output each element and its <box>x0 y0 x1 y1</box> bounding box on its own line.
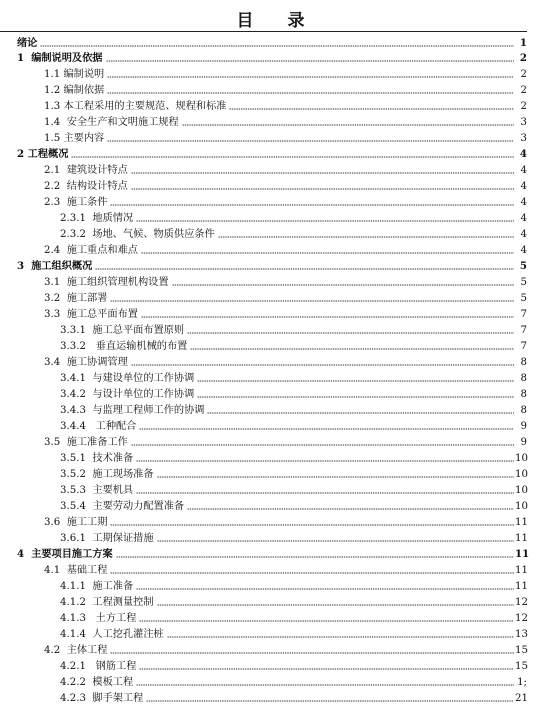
toc-entry-number: 3.6.1 <box>60 533 93 544</box>
page-title: 目 录 <box>236 11 319 31</box>
toc-entry-page: 8 <box>520 373 527 384</box>
dot-leader <box>172 284 514 286</box>
dot-leader <box>187 332 514 334</box>
dot-leader <box>141 316 514 318</box>
toc-entry-title: 编制依据 <box>63 85 105 96</box>
toc-entry-title: 钢筋工程 <box>95 661 137 672</box>
toc-entry-number: 4.2 <box>44 645 67 656</box>
toc-entry-title: 与设计单位的工作协调 <box>92 389 195 400</box>
toc-entry-number: 3.5.4 <box>60 501 93 512</box>
dot-leader <box>187 508 514 510</box>
toc-entry-title: 施工条件 <box>66 197 108 208</box>
toc-entry-number: 3.5.2 <box>60 469 93 480</box>
toc-entry-title: 地质情况 <box>92 213 134 224</box>
dot-leader <box>107 76 514 78</box>
dot-leader <box>110 572 514 574</box>
dot-leader <box>136 588 514 590</box>
toc-entry-number: 2.2 <box>44 181 67 192</box>
toc-entry-number: 3.4.3 <box>60 405 93 416</box>
dot-leader <box>139 620 514 622</box>
toc-entry-page: 7 <box>520 309 527 320</box>
toc-entry-number: 3.3.2 <box>60 341 96 352</box>
dot-leader <box>197 380 514 382</box>
toc-entry-title: 建筑设计特点 <box>66 165 128 176</box>
toc-entry-title: 场地、气候、物质供应条件 <box>92 229 215 240</box>
toc-entry-page: 9 <box>520 421 527 432</box>
dot-leader <box>139 428 514 430</box>
toc-entry-number: 4.1 <box>44 565 67 576</box>
toc-entry-number: 2.3 <box>44 197 67 208</box>
toc-entry-title: 主要项目施工方案 <box>31 548 113 560</box>
toc-entry-page: 2 <box>520 101 527 112</box>
toc-entry-number: 3.3.1 <box>60 325 93 336</box>
toc-entry-page: 3 <box>520 133 527 144</box>
dot-leader <box>167 636 514 638</box>
dot-leader <box>157 540 514 542</box>
dot-leader <box>131 188 514 190</box>
toc-entry-title: 施工总平面布置原则 <box>92 325 185 336</box>
toc-entry-page: 15 <box>515 661 528 672</box>
toc-entry-page: 11 <box>515 581 528 592</box>
toc-entry-title: 施工协调管理 <box>66 357 128 368</box>
toc-entry-number: 2 <box>17 148 28 160</box>
toc-entry-page: 11 <box>515 548 530 560</box>
toc-entry-page: 10 <box>515 485 528 496</box>
toc-entry-page: 5 <box>520 293 527 304</box>
dot-leader <box>182 124 514 126</box>
toc-entry-title: 主要劳动力配置准备 <box>92 501 185 512</box>
dot-leader <box>218 236 514 238</box>
toc-entry-page: 15 <box>515 645 528 656</box>
dot-leader <box>116 556 514 558</box>
toc-entry-title: 编制说明 <box>63 69 105 80</box>
toc-entry-page: 4 <box>520 229 527 240</box>
dot-leader <box>190 348 514 350</box>
toc-entry-page: 9 <box>520 437 527 448</box>
toc-entry-number: 1.2 <box>44 85 64 96</box>
toc-entry-number: 4.2.2 <box>60 677 93 688</box>
dot-leader <box>139 668 514 670</box>
toc-entry-title: 模板工程 <box>92 677 134 688</box>
toc-entry-number: 3 <box>17 260 32 272</box>
toc-entry-page: 4 <box>520 181 527 192</box>
dot-leader <box>157 604 514 606</box>
toc-entry-title: 主体工程 <box>66 645 108 656</box>
toc-entry-page: 10 <box>515 453 528 464</box>
dot-leader <box>110 652 514 654</box>
toc-entry-title: 施工准备 <box>92 581 134 592</box>
toc-entry-page: 2 <box>520 69 527 80</box>
toc-entry-page: 8 <box>520 389 527 400</box>
toc-entry-number: 2.3.1 <box>60 213 93 224</box>
dot-leader <box>131 444 514 446</box>
toc-entry-title: 工程概况 <box>27 148 69 160</box>
dot-leader <box>229 108 514 110</box>
toc-entry-number: 1.4 <box>44 117 67 128</box>
toc-entry-page: 12 <box>515 613 528 624</box>
toc-entry-title: 技术准备 <box>92 453 134 464</box>
toc-entry-page: 7 <box>520 341 527 352</box>
toc-entry-number: 3.2 <box>44 293 67 304</box>
toc-entry-title: 工期保证措施 <box>92 533 154 544</box>
toc-entry-page: 8 <box>520 357 527 368</box>
dot-leader <box>110 524 514 526</box>
toc-entry-page: 11 <box>515 565 528 576</box>
toc-entry-page: 8 <box>520 405 527 416</box>
toc-entry-number: 3.5.3 <box>60 485 93 496</box>
dot-leader <box>136 492 514 494</box>
toc-entry-number: 4.1.3 <box>60 613 96 624</box>
toc-entry-page: 3 <box>520 117 527 128</box>
toc-entry-number: 3.4.1 <box>60 373 93 384</box>
toc-entry-page: 4 <box>519 148 527 160</box>
toc-entry-title: 施工组织管理机构设置 <box>66 277 169 288</box>
toc-entry-page: 4 <box>520 197 527 208</box>
toc-entry-number: 3.5.1 <box>60 453 93 464</box>
toc-entry-title: 本工程采用的主要规范、规程和标准 <box>63 101 227 112</box>
toc-entry-number: 4.1.1 <box>60 581 93 592</box>
dot-leader <box>71 156 514 158</box>
toc-entry-number: 4 <box>17 548 32 560</box>
toc-entry-number: 4.1.4 <box>60 629 93 640</box>
dot-leader <box>131 172 514 174</box>
toc-entry-number: 2.1 <box>44 165 67 176</box>
toc-entry-title: 施工总平面布置 <box>66 309 138 320</box>
toc-entry-title: 绪论 <box>17 37 38 49</box>
toc-entry-page: 13 <box>515 629 528 640</box>
toc-entry-title: 施工组织概况 <box>31 260 93 272</box>
toc-entry-title: 人工挖孔灌注桩 <box>92 629 164 640</box>
toc-entry-number: 3.1 <box>44 277 67 288</box>
toc-entry-page: 5 <box>520 277 527 288</box>
toc-entry-number: 3.3 <box>44 309 67 320</box>
dot-leader <box>197 396 514 398</box>
dot-leader <box>146 700 514 702</box>
dot-leader <box>157 476 514 478</box>
toc-entry-page: 1 <box>519 37 527 49</box>
dot-leader <box>136 684 514 686</box>
toc-entry-title: 编制说明及依据 <box>31 52 103 64</box>
toc-entry-page: 10 <box>515 501 528 512</box>
toc-entry-number: 1.3 <box>44 101 64 112</box>
toc-entry-title: 施工部署 <box>66 293 108 304</box>
toc-entry-title: 工程测量控制 <box>92 597 154 608</box>
toc-entry-number: 1.5 <box>44 133 64 144</box>
toc-entry-number: 4.2.3 <box>60 693 93 704</box>
toc-entry-page: 2 <box>520 85 527 96</box>
toc-entry-title: 施工现场准备 <box>92 469 154 480</box>
toc-entry-number: 4.2.1 <box>60 661 96 672</box>
toc-entry-page: 21 <box>515 693 528 704</box>
toc-entry-page: 7 <box>520 325 527 336</box>
toc-entry-page: 4 <box>520 213 527 224</box>
dot-leader <box>106 60 515 62</box>
toc-entry-title: 结构设计特点 <box>66 181 128 192</box>
toc-entry-title: 施工重点和难点 <box>66 245 138 256</box>
toc-entry-page: 11 <box>515 517 528 528</box>
dot-leader <box>141 252 514 254</box>
dot-leader <box>136 460 514 462</box>
toc-entry-title: 主要内容 <box>63 133 105 144</box>
toc-entry-title: 施工准备工作 <box>66 437 128 448</box>
dot-leader <box>110 204 514 206</box>
toc-entry-page: 2 <box>519 52 527 64</box>
toc-entry-title: 与建设单位的工作协调 <box>92 373 195 384</box>
toc-entry-number: 2.4 <box>44 245 67 256</box>
toc-entry[interactable] <box>0 687 527 705</box>
toc-entry-number: 1 <box>17 52 32 64</box>
toc-entry-number: 3.6 <box>44 517 67 528</box>
toc-entry-page: 12 <box>515 597 528 608</box>
toc-entry-title: 主要机具 <box>92 485 134 496</box>
toc-entry-title: 安全生产和文明施工规程 <box>66 117 179 128</box>
toc-entry-title: 施工工期 <box>66 517 108 528</box>
toc-entry-number: 3.5 <box>44 437 67 448</box>
toc-entry-number: 1.1 <box>44 69 64 80</box>
toc-entry-page: 5 <box>519 260 527 272</box>
dot-leader <box>95 268 514 270</box>
toc-entry-title: 工种配合 <box>95 421 137 432</box>
dot-leader <box>131 364 514 366</box>
toc-entry-title: 土方工程 <box>95 613 137 624</box>
toc-entry-title: 基础工程 <box>66 565 108 576</box>
toc-entry-number: 2.3.2 <box>60 229 93 240</box>
toc-entry-title: 与监理工程师工作的协调 <box>92 405 205 416</box>
toc-entry-title: 垂直运输机械的布置 <box>95 341 188 352</box>
dot-leader <box>136 220 514 222</box>
toc-entry-page: 4 <box>520 245 527 256</box>
toc-entry-page: 10 <box>515 469 528 480</box>
dot-leader <box>107 140 514 142</box>
toc-entry-number: 3.4.2 <box>60 389 93 400</box>
dot-leader <box>107 92 514 94</box>
toc-entry-page: 11 <box>515 533 528 544</box>
toc-entry-number: 4.1.2 <box>60 597 93 608</box>
toc-entry-number: 3.4 <box>44 357 67 368</box>
toc-entry-page: 4 <box>520 165 527 176</box>
toc-entry-title: 脚手架工程 <box>92 693 144 704</box>
dot-leader <box>207 412 514 414</box>
dot-leader <box>110 300 514 302</box>
toc-entry-page: 1; <box>517 677 527 688</box>
toc-entry-number: 3.4.4 <box>60 421 96 432</box>
